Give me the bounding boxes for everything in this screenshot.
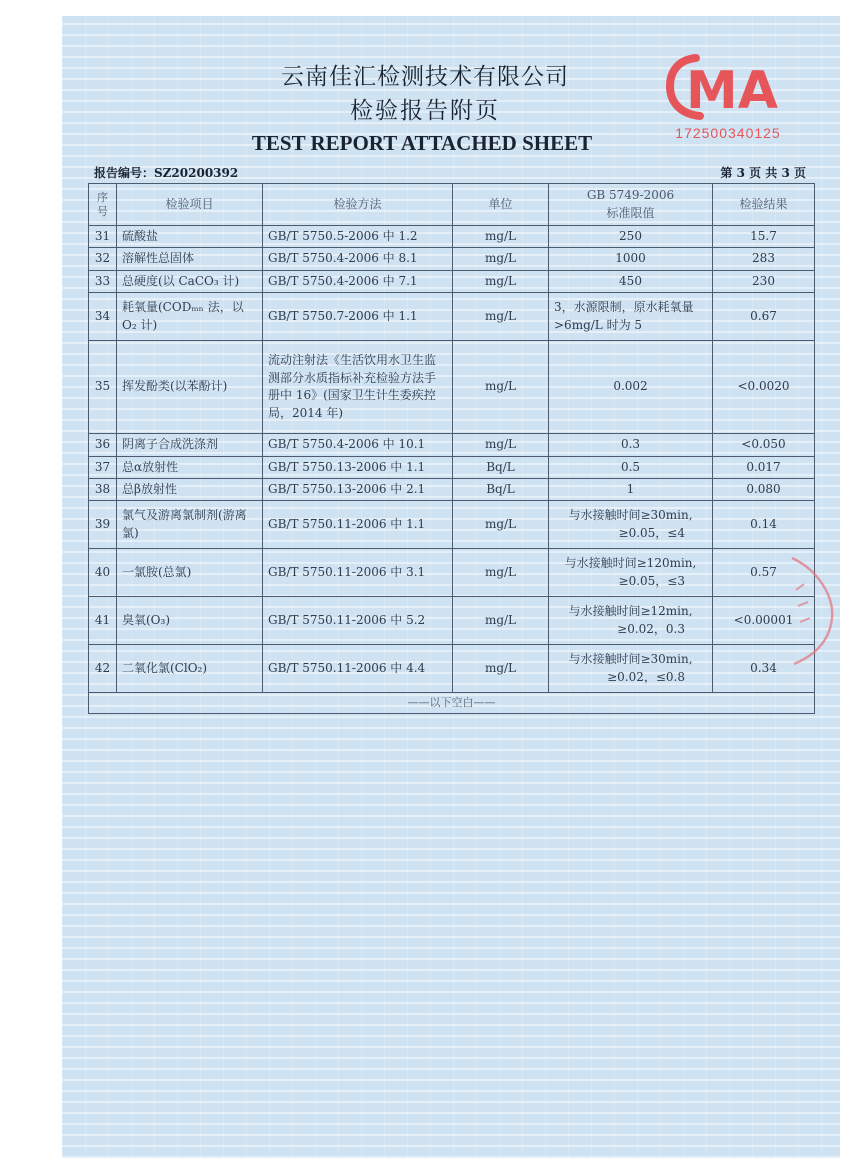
cell-item: 一氯胺(总氯) xyxy=(117,549,263,597)
header-method: 检验方法 xyxy=(263,184,453,226)
cell-unit: mg/L xyxy=(453,434,549,456)
cell-standard-line-1: 与水接触时间≥30min, xyxy=(568,508,693,523)
company-name: 云南佳汇检测技术有限公司 xyxy=(281,64,569,90)
table-row xyxy=(89,226,815,248)
cell-item: 阴离子合成洗涤剂 xyxy=(117,434,263,456)
cell-no: 33 xyxy=(89,270,117,292)
cell-method: GB/T 5750.11-2006 中 1.1 xyxy=(263,501,453,549)
header-standard xyxy=(549,184,713,226)
cell-standard xyxy=(549,501,713,549)
report-title-en: TEST REPORT ATTACHED SHEET xyxy=(251,131,593,155)
cell-standard-line-2: ≥0.05，≤4 xyxy=(618,525,685,540)
cell-unit: mg/L xyxy=(453,248,549,270)
cell-method: 流动注射法《生活饮用水卫生监测部分水质指标补充检验方法手册中 16》(国家卫生计生委疾控局，2014 年) xyxy=(263,341,453,434)
cell-result: 230 xyxy=(713,270,815,292)
cell-result: 0.57 xyxy=(713,549,815,597)
cell-no: 37 xyxy=(89,456,117,478)
cell-no: 34 xyxy=(89,293,117,341)
cell-method: GB/T 5750.7-2006 中 1.1 xyxy=(263,293,453,341)
cell-standard: 1000 xyxy=(549,248,713,270)
cell-standard-line-1: 与水接触时间≥120min, xyxy=(564,556,697,571)
table-row xyxy=(89,549,815,597)
cell-standard: 0.5 xyxy=(549,456,713,478)
table-row xyxy=(89,270,815,292)
cell-standard xyxy=(549,645,713,693)
seal-stamp xyxy=(778,556,838,668)
cell-standard-line-1: 与水接触时间≥30min, xyxy=(568,652,693,667)
cell-standard xyxy=(549,597,713,645)
table-row xyxy=(89,597,815,645)
header-standard-label: 标准限值 xyxy=(606,205,655,220)
certificate-number: 172500340125 xyxy=(675,125,781,141)
cell-method: GB/T 5750.11-2006 中 5.2 xyxy=(263,597,453,645)
end-of-table-note: ——以下空白—— xyxy=(89,693,815,714)
cell-unit: Bq/L xyxy=(453,478,549,500)
header-unit: 单位 xyxy=(453,184,549,226)
cell-item: 臭氧(O₃) xyxy=(117,597,263,645)
cell-unit: mg/L xyxy=(453,226,549,248)
cell-method: GB/T 5750.11-2006 中 4.4 xyxy=(263,645,453,693)
cell-unit: mg/L xyxy=(453,293,549,341)
cell-result: 0.67 xyxy=(713,293,815,341)
table-row xyxy=(89,248,815,270)
cell-unit: mg/L xyxy=(453,341,549,434)
cell-unit: mg/L xyxy=(453,645,549,693)
table-row xyxy=(89,501,815,549)
cell-standard: 3，水源限制，原水耗氧量>6mg/L 时为 5 xyxy=(549,293,713,341)
cell-no: 41 xyxy=(89,597,117,645)
page-info: 第 3 页 共 3 页 xyxy=(720,166,806,180)
cell-item: 挥发酚类(以苯酚计) xyxy=(117,341,263,434)
table-row xyxy=(89,645,815,693)
cell-standard-line-2: ≥0.05，≤3 xyxy=(618,573,685,588)
header-result: 检验结果 xyxy=(713,184,815,226)
table-end-row xyxy=(89,693,815,714)
cell-result: 283 xyxy=(713,248,815,270)
cell-method: GB/T 5750.11-2006 中 3.1 xyxy=(263,549,453,597)
table-header-row xyxy=(89,184,815,226)
cell-result: 0.34 xyxy=(713,645,815,693)
cell-result: <0.0020 xyxy=(713,341,815,434)
cell-unit: mg/L xyxy=(453,549,549,597)
cell-standard-line-2: ≥0.02，≤0.8 xyxy=(607,669,685,684)
results-table xyxy=(88,183,815,714)
cell-no: 38 xyxy=(89,478,117,500)
cell-standard: 250 xyxy=(549,226,713,248)
cell-standard xyxy=(549,549,713,597)
cell-standard: 450 xyxy=(549,270,713,292)
cell-method: GB/T 5750.5-2006 中 1.2 xyxy=(263,226,453,248)
cma-logo-text: MA xyxy=(686,61,778,121)
cell-method: GB/T 5750.13-2006 中 1.1 xyxy=(263,456,453,478)
cell-unit: Bq/L xyxy=(453,456,549,478)
cell-item: 硫酸盐 xyxy=(117,226,263,248)
cell-result: 15.7 xyxy=(713,226,815,248)
cell-item: 溶解性总固体 xyxy=(117,248,263,270)
cell-result: 0.080 xyxy=(713,478,815,500)
cell-item: 总硬度(以 CaCO₃ 计) xyxy=(117,270,263,292)
cell-standard: 0.002 xyxy=(549,341,713,434)
cell-standard: 0.3 xyxy=(549,434,713,456)
cell-standard-line-2: ≥0.02，0.3 xyxy=(617,621,685,636)
cell-unit: mg/L xyxy=(453,270,549,292)
cell-no: 32 xyxy=(89,248,117,270)
cell-no: 36 xyxy=(89,434,117,456)
report-subtitle: 检验报告附页 xyxy=(350,98,500,124)
cell-result: <0.050 xyxy=(713,434,815,456)
cell-item: 氯气及游离氯制剂(游离氯) xyxy=(117,501,263,549)
cell-method: GB/T 5750.4-2006 中 7.1 xyxy=(263,270,453,292)
table-row xyxy=(89,478,815,500)
table-row xyxy=(89,434,815,456)
cell-method: GB/T 5750.13-2006 中 2.1 xyxy=(263,478,453,500)
header-item: 检验项目 xyxy=(117,184,263,226)
cma-logo xyxy=(666,50,790,122)
report-number: 报告编号：SZ20200392 xyxy=(94,166,239,180)
cell-unit: mg/L xyxy=(453,501,549,549)
cell-no: 42 xyxy=(89,645,117,693)
header-no: 序号 xyxy=(89,184,117,226)
cell-item: 总β放射性 xyxy=(117,478,263,500)
cell-no: 31 xyxy=(89,226,117,248)
header-standard-code: GB 5749-2006 xyxy=(586,188,675,203)
cell-result: 0.14 xyxy=(713,501,815,549)
cell-item: 耗氧量(CODₘₙ 法，以 O₂ 计) xyxy=(117,293,263,341)
cell-result: <0.00001 xyxy=(713,597,815,645)
cell-standard: 1 xyxy=(549,478,713,500)
table-row xyxy=(89,456,815,478)
cell-standard-line-1: 与水接触时间≥12min, xyxy=(568,604,693,619)
table-row xyxy=(89,341,815,434)
cell-item: 二氧化氯(ClO₂) xyxy=(117,645,263,693)
table-row xyxy=(89,293,815,341)
cell-method: GB/T 5750.4-2006 中 8.1 xyxy=(263,248,453,270)
cell-no: 35 xyxy=(89,341,117,434)
cell-method: GB/T 5750.4-2006 中 10.1 xyxy=(263,434,453,456)
cell-no: 39 xyxy=(89,501,117,549)
cell-result: 0.017 xyxy=(713,456,815,478)
cell-item: 总α放射性 xyxy=(117,456,263,478)
cell-no: 40 xyxy=(89,549,117,597)
cell-unit: mg/L xyxy=(453,597,549,645)
